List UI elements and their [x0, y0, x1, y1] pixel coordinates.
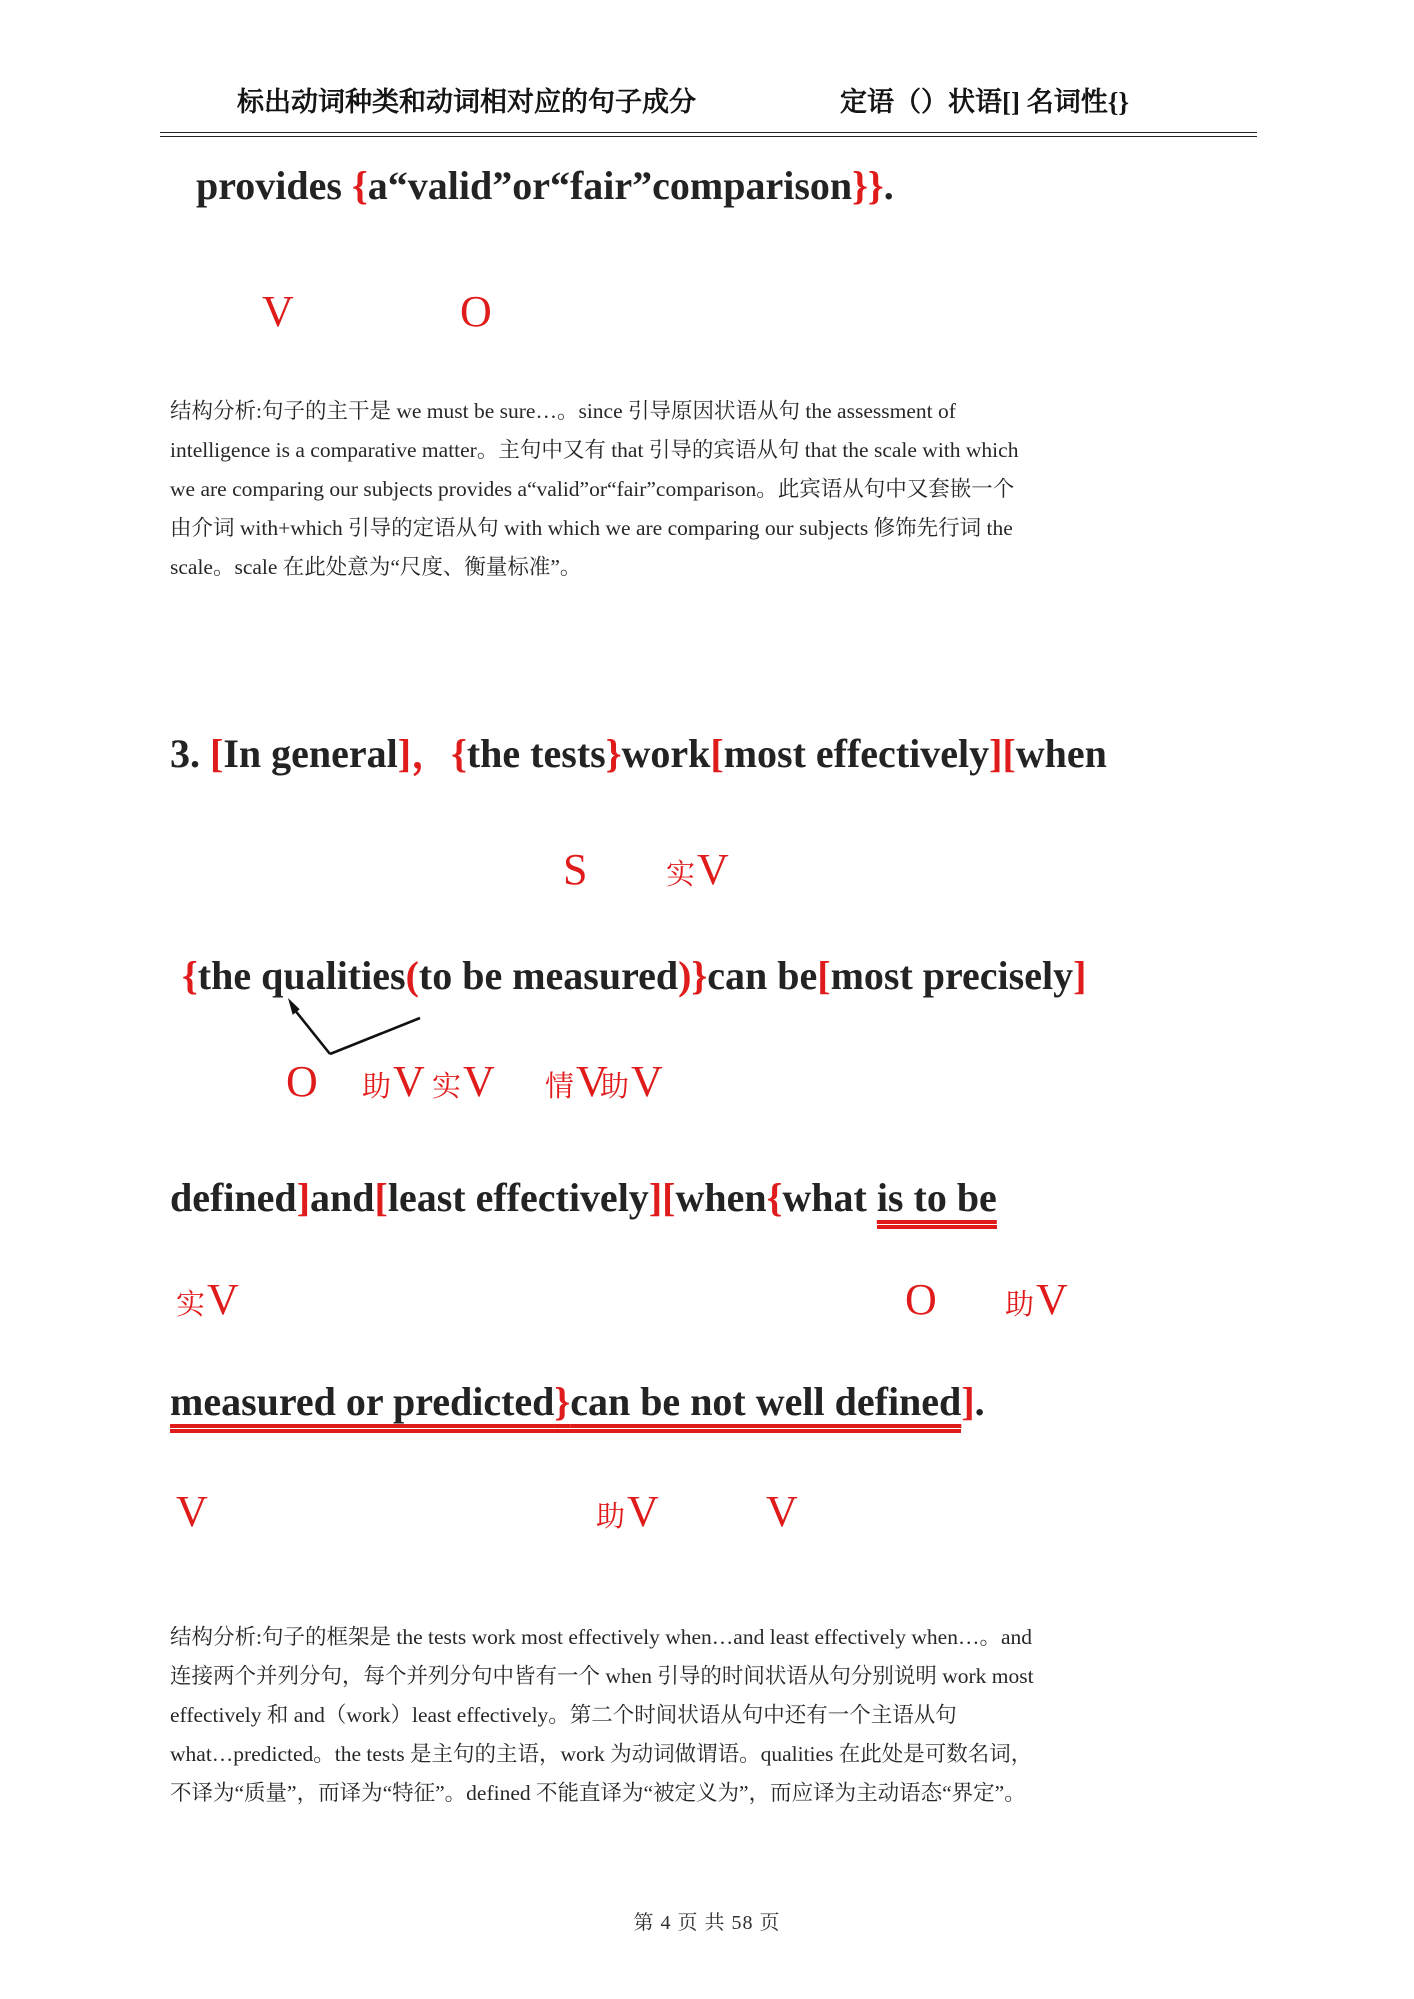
grammar-marker-zh: 实 — [176, 1289, 206, 1321]
sentence-segment: is to be — [877, 1175, 997, 1229]
marker-row-v-o — [0, 288, 1414, 346]
grammar-marker — [545, 1058, 608, 1106]
grammar-marker — [600, 1058, 663, 1106]
sentence-segment: } — [554, 1379, 570, 1433]
sentence-segment: can be not well defined — [570, 1379, 961, 1433]
sentence-3-line-3 — [170, 1176, 997, 1221]
grammar-marker-letter: O — [460, 287, 492, 336]
grammar-marker-zh: 实 — [666, 859, 696, 891]
sentence-segment: ] — [296, 1175, 311, 1220]
grammar-marker-zh: 助 — [1005, 1289, 1035, 1321]
header-rule — [160, 132, 1257, 137]
analysis-line: what…predicted。the tests 是主句的主语，work 为动词做谓语。qualities 在此处是可数名词， — [170, 1742, 1033, 1766]
grammar-marker — [362, 1058, 425, 1106]
sentence-segment: when — [1015, 731, 1107, 776]
grammar-marker-letter: V — [766, 1487, 798, 1536]
analysis-line: scale。scale 在此处意为“尺度、衡量标准”。 — [170, 555, 582, 579]
grammar-marker — [262, 288, 294, 336]
analysis-line: intelligence is a comparative matter。主句中又有 that 引导的宾语从句 that the scale with which — [170, 438, 1019, 462]
sentence-segment: the tests — [466, 731, 606, 776]
grammar-marker-letter: V — [631, 1057, 663, 1106]
sentence-segment: { — [766, 1175, 783, 1220]
grammar-marker-letter: O — [286, 1057, 318, 1106]
grammar-marker-letter: V — [576, 1057, 608, 1106]
sentence-segment: when — [675, 1175, 767, 1220]
header-left-title: 标出动词种类和动词相对应的句子成分 — [237, 87, 696, 117]
sentence-3-line-4 — [170, 1380, 985, 1425]
marker-row-v-aux-v — [0, 1488, 1414, 1546]
grammar-marker-letter: V — [463, 1057, 495, 1106]
grammar-marker — [432, 1058, 495, 1106]
sentence-segment: . — [974, 1379, 985, 1424]
grammar-marker-letter: V — [393, 1057, 425, 1106]
grammar-marker-letter: V — [262, 287, 294, 336]
grammar-marker-letter: V — [627, 1487, 659, 1536]
sentence-segment: [ — [210, 731, 224, 776]
sentence-segment: ( — [405, 953, 419, 998]
sentence-segment: [ — [374, 1175, 388, 1220]
analysis-line: effectively 和 and（work）least effectively。第二个时间状语从句中还有一个主语从句 — [170, 1703, 957, 1727]
sentence-segment: a“valid”or“fair”comparison — [367, 163, 853, 208]
sentence-segment: the qualities — [197, 953, 406, 998]
grammar-marker-letter: O — [905, 1275, 937, 1324]
sentence-segment: most precisely — [830, 953, 1074, 998]
sentence-segment: ][ — [648, 1175, 676, 1220]
sentence-segment: ] — [961, 1379, 975, 1424]
sentence-segment: 3. — [170, 731, 210, 776]
grammar-marker — [460, 288, 492, 336]
sentence-segment: to be measured — [418, 953, 679, 998]
grammar-marker-zh: 情 — [545, 1071, 575, 1103]
header-right-legend: 定语（）状语[] 名词性{} — [840, 87, 1130, 117]
sentence-segment: [ — [710, 731, 724, 776]
sentence-segment: defined — [170, 1175, 297, 1220]
analysis-line: 结构分析:句子的主干是 we must be sure…。since 引导原因状语从句 the assessment of — [170, 399, 956, 423]
sentence-3-line-1 — [170, 732, 1107, 777]
sentence-segment: work — [621, 731, 711, 776]
grammar-marker-letter: V — [1036, 1275, 1068, 1324]
analysis-paragraph-1 — [170, 392, 1255, 587]
analysis-paragraph-2 — [170, 1618, 1255, 1813]
sentence-segment: can be — [707, 953, 818, 998]
sentence-segment: { — [182, 953, 198, 998]
sentence-segment: most effectively — [723, 731, 990, 776]
sentence-segment: least effectively — [387, 1175, 649, 1220]
sentence-segment: . — [883, 163, 894, 208]
grammar-marker — [666, 846, 729, 894]
grammar-marker — [766, 1488, 798, 1536]
grammar-marker — [176, 1276, 239, 1324]
sentence-segment: [ — [817, 953, 831, 998]
sentence-segment: and — [310, 1175, 375, 1220]
analysis-line: 由介词 with+which 引导的定语从句 with which we are comparing our subjects 修饰先行词 the — [170, 516, 1013, 540]
analysis-line: we are comparing our subjects provides a“valid”or“fair”comparison。此宾语从句中又套嵌一个 — [170, 477, 1015, 501]
analysis-line: 不译为“质量”，而译为“特征”。defined 不能直译为“被定义为”，而应译为主动语态“界定”。 — [170, 1781, 1026, 1805]
sentence-segment: ] — [1073, 953, 1087, 998]
object-annotation-arrow — [260, 990, 440, 1062]
marker-row-o-verbs — [0, 1058, 1414, 1116]
analysis-line: 结构分析:句子的框架是 the tests work most effectively when…and least effectively when…。and — [170, 1625, 1033, 1649]
grammar-marker — [286, 1058, 318, 1106]
grammar-marker-zh: 助 — [600, 1071, 630, 1103]
marker-row-v-o-aux — [0, 1276, 1414, 1334]
grammar-marker-letter: V — [176, 1487, 208, 1536]
sentence-segment: ][ — [989, 731, 1016, 776]
sentence-segment: provides — [196, 163, 352, 208]
grammar-marker-letter: V — [697, 845, 729, 894]
sentence-segment: { — [351, 163, 368, 208]
sentence-segment: In general — [223, 731, 398, 776]
sentence-segment: { — [451, 731, 467, 776]
grammar-marker-zh: 助 — [596, 1501, 626, 1533]
grammar-marker-letter: V — [207, 1275, 239, 1324]
analysis-line: 连接两个并列分句，每个并列分句中皆有一个 when 引导的时间状语从句分别说明 work most — [170, 1664, 1034, 1688]
sentence-segment: )} — [678, 953, 708, 998]
sentence-segment: } — [605, 731, 622, 776]
sentence-segment: what — [782, 1175, 877, 1220]
sentence-provides-line — [196, 164, 894, 209]
sentence-segment: measured or predicted — [170, 1379, 554, 1433]
page-footer: 第 4 页 共 58 页 — [633, 1912, 781, 1934]
grammar-marker-zh: 助 — [362, 1071, 392, 1103]
sentence-segment: ， — [411, 731, 452, 776]
marker-row-s-v — [0, 846, 1414, 904]
grammar-marker — [1005, 1276, 1068, 1324]
grammar-marker — [176, 1488, 208, 1536]
sentence-segment: ] — [397, 731, 412, 776]
grammar-marker-zh: 实 — [432, 1071, 462, 1103]
grammar-marker — [596, 1488, 659, 1536]
grammar-marker — [905, 1276, 937, 1324]
grammar-marker — [563, 846, 587, 894]
grammar-marker-letter: S — [563, 845, 588, 894]
sentence-segment: }} — [852, 163, 884, 208]
